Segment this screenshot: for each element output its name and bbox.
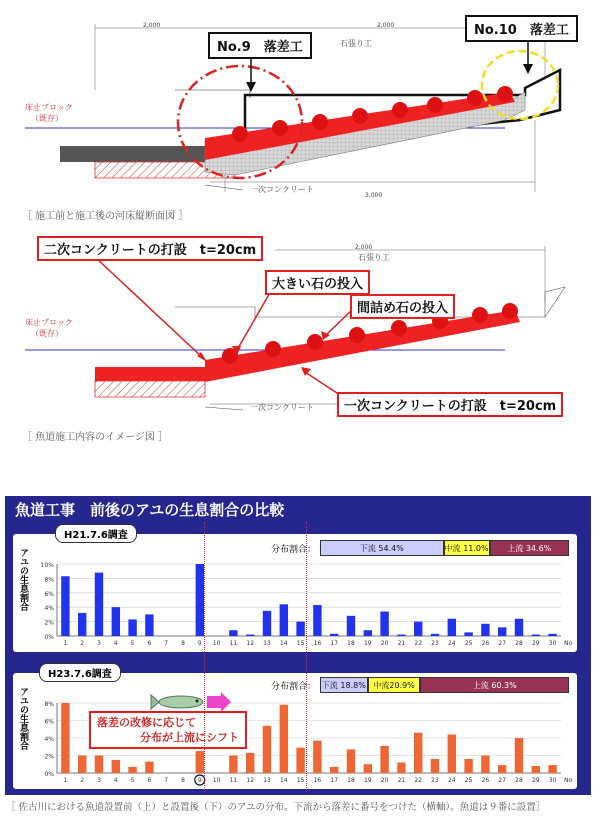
- survey-label-after: H23.7.6調査: [39, 663, 121, 682]
- dimension-top-right: 2,000: [377, 22, 395, 29]
- bar-no11: [229, 630, 237, 636]
- x-tick-label: 8: [181, 640, 185, 647]
- label-floor-block: 床止ブロック: [25, 103, 73, 112]
- bar-no14: [280, 705, 288, 773]
- x-tick-label: 26: [481, 777, 490, 784]
- bar-no5: [128, 767, 136, 773]
- bar-no20: [380, 612, 388, 636]
- label-stone-work: 石張り工: [358, 253, 390, 262]
- bar-no24: [448, 735, 456, 774]
- label-first-concrete: 一次コンクリート: [250, 403, 314, 412]
- x-tick-label: 15: [296, 640, 305, 647]
- distribution-label: 分布割合：: [271, 544, 317, 555]
- distribution-label: 分布割合：: [271, 681, 317, 692]
- x-tick-label: 13: [263, 777, 271, 784]
- bar-no26: [481, 624, 489, 636]
- label-existing: （既存）: [31, 114, 63, 123]
- label-first-concrete: 一次コンクリート: [250, 185, 314, 194]
- x-tick-label: 12: [246, 640, 255, 647]
- x-tick-label: 10: [212, 640, 221, 647]
- distribution-segment: 中流20.9%: [368, 677, 421, 693]
- survey-label-before: H21.7.6調査: [55, 524, 137, 543]
- x-tick-label: 6: [147, 640, 152, 647]
- bar-no9: [196, 564, 204, 636]
- bar-no30: [548, 765, 556, 773]
- x-tick-label: 9: [197, 640, 202, 647]
- x-tick-label: 9: [197, 777, 202, 784]
- x-tick-label: 27: [498, 777, 507, 784]
- bar-no29: [532, 766, 540, 773]
- x-tick-label: 30: [548, 777, 557, 784]
- bar-no26: [481, 756, 489, 774]
- fishway-construction-diagram: [25, 232, 565, 422]
- bar-no15: [296, 622, 304, 636]
- x-tick-label: 21: [397, 777, 406, 784]
- callout-gap-stone: 間詰め石の投入: [350, 294, 455, 319]
- distribution-segments: [320, 540, 569, 556]
- y-tick-label: 0%: [44, 634, 54, 641]
- x-tick-label: 29: [531, 777, 540, 784]
- bar-no6: [145, 614, 153, 636]
- x-tick-label: 8: [181, 777, 185, 784]
- dimension-top: 2,000: [355, 244, 373, 251]
- x-tick-label: 15: [296, 777, 305, 784]
- bar-no22: [414, 733, 422, 773]
- y-tick-label: 8%: [44, 701, 54, 708]
- bar-no5: [128, 619, 136, 636]
- x-tick-label: 30: [548, 640, 557, 647]
- bar-no22: [414, 622, 422, 636]
- bar-no4: [112, 760, 120, 773]
- y-tick-label: 0%: [44, 771, 54, 778]
- bar-no20: [380, 746, 388, 773]
- bar-no24: [448, 619, 456, 636]
- distribution-segments: [320, 677, 569, 693]
- x-axis-label: No: [564, 777, 573, 784]
- riverbed-section-diagram: [25, 10, 569, 205]
- y-tick-label: 6%: [44, 718, 54, 726]
- bar-no18: [347, 749, 355, 773]
- callout-no9-drop-structure: No.9 落差工: [208, 32, 312, 59]
- y-tick-label: 10%: [40, 562, 54, 569]
- bar-no2: [78, 613, 86, 636]
- x-tick-label: 29: [531, 640, 540, 647]
- x-tick-label: 27: [498, 640, 507, 647]
- distribution-segment: 下流 54.4%: [320, 540, 444, 556]
- x-tick-label: 23: [431, 640, 439, 647]
- bar-no28: [515, 619, 523, 636]
- label-floor-block: 床止ブロック: [25, 318, 73, 327]
- distribution-segment: 下流 18.8%: [320, 677, 368, 693]
- callout-big-stone: 大きい石の投入: [265, 270, 370, 295]
- x-axis-label: No: [564, 640, 573, 647]
- y-tick-label: 2%: [44, 753, 54, 761]
- x-tick-label: 16: [313, 777, 322, 784]
- callout-second-concrete: 二次コンクリートの打設 t=20cm: [37, 236, 263, 261]
- bar-no17: [330, 634, 338, 636]
- x-tick-label: 20: [380, 640, 389, 647]
- x-tick-label: 5: [130, 640, 135, 647]
- fishway-position-line: [204, 522, 205, 792]
- note-line-2: 分布が上流にシフト: [140, 731, 239, 744]
- x-tick-label: 26: [481, 640, 490, 647]
- bar-no3: [95, 573, 103, 636]
- x-tick-label: 14: [279, 777, 288, 784]
- x-tick-label: 22: [414, 640, 423, 647]
- bar-no23: [431, 634, 439, 636]
- bar-no1: [61, 576, 69, 636]
- x-tick-label: 2: [80, 777, 85, 784]
- bar-no21: [397, 763, 405, 774]
- x-tick-label: 25: [464, 777, 473, 784]
- bar-no12: [246, 753, 254, 773]
- x-tick-label: 2: [80, 640, 85, 647]
- y-axis-label-after: アユの生息割合: [18, 687, 28, 750]
- bar-no3: [95, 756, 103, 774]
- bar-no6: [145, 762, 153, 773]
- bar-no1: [61, 703, 69, 773]
- dimension-bottom: 3,000: [365, 192, 383, 199]
- x-tick-label: 18: [347, 777, 355, 784]
- bar-no13: [263, 726, 271, 773]
- bar-no12: [246, 635, 254, 636]
- x-tick-label: 1: [63, 777, 68, 784]
- x-tick-label: 6: [147, 777, 152, 784]
- bar-no16: [313, 741, 321, 773]
- x-tick-label: 25: [464, 640, 473, 647]
- x-tick-label: 17: [330, 777, 339, 784]
- y-tick-label: 6%: [44, 590, 54, 598]
- x-tick-label: 22: [414, 777, 423, 784]
- x-tick-label: 7: [164, 777, 169, 784]
- bar-no4: [112, 607, 120, 636]
- label-existing: （既存）: [31, 329, 63, 338]
- x-tick-label: 16: [313, 640, 322, 647]
- x-tick-label: 11: [229, 640, 238, 647]
- top-diagram-caption: ［ 施工前と施工後の河床縦断面図 ］: [22, 211, 189, 222]
- x-tick-label: 18: [347, 640, 355, 647]
- bar-no25: [464, 759, 472, 773]
- chart-panel-before: [13, 534, 577, 652]
- label-stone-work: 石張り工: [340, 39, 372, 48]
- middle-diagram-caption: ［ 魚道施工内容のイメージ図 ］: [22, 432, 169, 443]
- callout-first-concrete: 一次コンクリートの打設 t=20cm: [337, 392, 563, 417]
- x-tick-label: 10: [212, 777, 221, 784]
- x-tick-label: 17: [330, 640, 339, 647]
- chart-caption: ［ 佐古川における魚道設置前（上）と設置後（下）のアユの分布。下流から落差に番号をつけた（横軸）。魚道は９番に設置］: [6, 802, 546, 813]
- bar-no9: [196, 751, 204, 773]
- bar-no16: [313, 605, 321, 636]
- x-tick-label: 5: [130, 777, 135, 784]
- bar-no30: [548, 634, 556, 636]
- x-tick-label: 4: [113, 640, 118, 647]
- bar-no21: [397, 635, 405, 636]
- y-axis-label-before: アユの生息割合: [18, 548, 28, 611]
- y-tick-label: 4%: [44, 605, 54, 613]
- chart-panel-after: [13, 673, 577, 789]
- middle-boundary-line: [306, 522, 307, 792]
- y-tick-label: 2%: [44, 619, 54, 627]
- distribution-segment: 上流 60.3%: [420, 677, 569, 693]
- bar-no23: [431, 759, 439, 773]
- bar-no19: [364, 764, 372, 773]
- x-tick-label: 20: [380, 777, 389, 784]
- x-tick-label: 4: [113, 777, 118, 784]
- x-tick-label: 14: [279, 640, 288, 647]
- x-tick-label: 19: [363, 640, 372, 647]
- x-tick-label: 1: [63, 640, 68, 647]
- bar-no25: [464, 632, 472, 636]
- x-tick-label: 7: [164, 640, 169, 647]
- x-tick-label: 24: [447, 640, 456, 647]
- bar-no27: [498, 627, 506, 636]
- bar-no29: [532, 635, 540, 636]
- shift-note-box: [89, 711, 247, 749]
- x-tick-label: 13: [263, 640, 271, 647]
- bar-no17: [330, 767, 338, 773]
- y-tick-label: 8%: [44, 576, 54, 584]
- bar-no11: [229, 756, 237, 774]
- y-tick-label: 4%: [44, 736, 54, 743]
- fish-icon: [151, 691, 231, 713]
- x-tick-label: 24: [447, 777, 456, 784]
- x-tick-label: 23: [431, 777, 439, 784]
- x-tick-label: 28: [515, 777, 523, 784]
- bar-no13: [263, 611, 271, 636]
- x-tick-label: 19: [363, 777, 372, 784]
- bar-no15: [296, 748, 304, 773]
- ayu-distribution-chart-panel: [5, 496, 591, 795]
- chart-section-title: 魚道工事 前後のアユの生息割合の比較: [15, 501, 285, 519]
- dimension-top-left: 2,000: [143, 22, 161, 29]
- bar-no27: [498, 765, 506, 773]
- x-tick-label: 21: [397, 640, 406, 647]
- x-tick-label: 3: [97, 640, 101, 647]
- distribution-segment: 中流 11.0%: [444, 540, 490, 556]
- x-tick-label: 3: [97, 777, 101, 784]
- bar-no18: [347, 616, 355, 636]
- distribution-segment: 上流 34.6%: [490, 540, 569, 556]
- callout-no10-drop-structure: No.10 落差工: [465, 15, 578, 42]
- bar-no2: [78, 756, 86, 774]
- distribution-bar-before: [271, 540, 569, 556]
- x-tick-label: 11: [229, 777, 238, 784]
- bar-no28: [515, 738, 523, 773]
- bar-no14: [280, 604, 288, 636]
- x-tick-label: 28: [515, 640, 523, 647]
- distribution-bar-after: [271, 677, 569, 693]
- x-tick-label: 12: [246, 777, 255, 784]
- bar-no19: [364, 630, 372, 636]
- note-line-1: 落差の改修に応じて: [97, 716, 196, 729]
